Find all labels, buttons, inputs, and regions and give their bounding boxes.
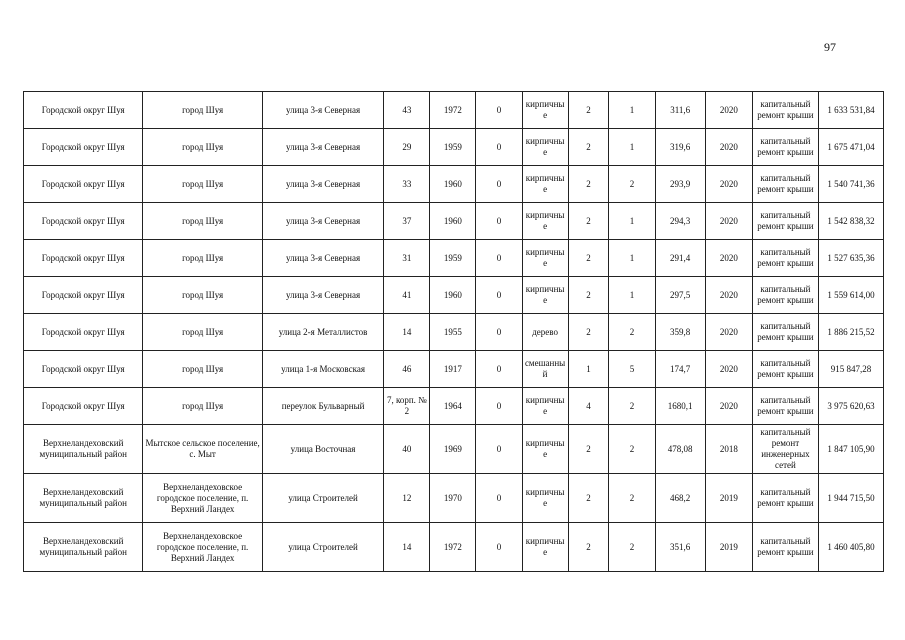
col6-cell: 0 bbox=[476, 425, 522, 474]
col6-cell: 0 bbox=[476, 166, 522, 203]
wall-material-cell: кирпичные bbox=[522, 523, 568, 572]
street-cell: улица Строителей bbox=[262, 523, 384, 572]
floors-cell: 1 bbox=[568, 351, 609, 388]
entrances-cell: 1 bbox=[609, 203, 655, 240]
floors-cell: 4 bbox=[568, 388, 609, 425]
wall-material-cell: кирпичные bbox=[522, 474, 568, 523]
wall-material-cell: кирпичные bbox=[522, 166, 568, 203]
col6-cell: 0 bbox=[476, 92, 522, 129]
plan-year-cell: 2019 bbox=[705, 523, 752, 572]
settlement-cell: Мытское сельское поселение, с. Мыт bbox=[143, 425, 262, 474]
col6-cell: 0 bbox=[476, 277, 522, 314]
table-row bbox=[24, 240, 884, 277]
table-row bbox=[24, 523, 884, 572]
wall-material-cell: смешанный bbox=[522, 351, 568, 388]
area-cell: 351,6 bbox=[655, 523, 705, 572]
district-cell: Городской округ Шуя bbox=[24, 203, 143, 240]
col6-cell: 0 bbox=[476, 240, 522, 277]
entrances-cell: 2 bbox=[609, 474, 655, 523]
wall-material-cell: дерево bbox=[522, 314, 568, 351]
settlement-cell: Верхнеландеховское городское поселение, п. Верхний Ландех bbox=[143, 523, 262, 572]
build-year-cell: 1964 bbox=[430, 388, 476, 425]
street-cell: улица 1-я Московская bbox=[262, 351, 384, 388]
entrances-cell: 1 bbox=[609, 240, 655, 277]
district-cell: Верхнеландеховский муниципальный район bbox=[24, 474, 143, 523]
work-type-cell: капитальный ремонт крыши bbox=[752, 351, 818, 388]
area-cell: 291,4 bbox=[655, 240, 705, 277]
district-cell: Городской округ Шуя bbox=[24, 166, 143, 203]
col6-cell: 0 bbox=[476, 351, 522, 388]
floors-cell: 2 bbox=[568, 277, 609, 314]
area-cell: 468,2 bbox=[655, 474, 705, 523]
entrances-cell: 2 bbox=[609, 523, 655, 572]
floors-cell: 2 bbox=[568, 314, 609, 351]
table-row bbox=[24, 92, 884, 129]
col6-cell: 0 bbox=[476, 523, 522, 572]
wall-material-cell: кирпичные bbox=[522, 425, 568, 474]
cost-cell: 1 527 635,36 bbox=[818, 240, 883, 277]
work-type-cell: капитальный ремонт крыши bbox=[752, 314, 818, 351]
floors-cell: 2 bbox=[568, 92, 609, 129]
cost-cell: 1 633 531,84 bbox=[818, 92, 883, 129]
page-number: 97 bbox=[824, 40, 836, 54]
house-number-cell: 43 bbox=[384, 92, 430, 129]
area-cell: 359,8 bbox=[655, 314, 705, 351]
district-cell: Городской округ Шуя bbox=[24, 388, 143, 425]
table-row bbox=[24, 314, 884, 351]
district-cell: Городской округ Шуя bbox=[24, 129, 143, 166]
table-row bbox=[24, 129, 884, 166]
table-row bbox=[24, 277, 884, 314]
floors-cell: 2 bbox=[568, 474, 609, 523]
settlement-cell: город Шуя bbox=[143, 92, 262, 129]
work-type-cell: капитальный ремонт крыши bbox=[752, 277, 818, 314]
street-cell: переулок Бульварный bbox=[262, 388, 384, 425]
build-year-cell: 1972 bbox=[430, 92, 476, 129]
cost-cell: 1 847 105,90 bbox=[818, 425, 883, 474]
street-cell: улица 3-я Северная bbox=[262, 240, 384, 277]
settlement-cell: город Шуя bbox=[143, 166, 262, 203]
area-cell: 294,3 bbox=[655, 203, 705, 240]
build-year-cell: 1969 bbox=[430, 425, 476, 474]
entrances-cell: 1 bbox=[609, 277, 655, 314]
plan-year-cell: 2020 bbox=[705, 92, 752, 129]
settlement-cell: город Шуя bbox=[143, 277, 262, 314]
area-cell: 293,9 bbox=[655, 166, 705, 203]
build-year-cell: 1955 bbox=[430, 314, 476, 351]
house-number-cell: 33 bbox=[384, 166, 430, 203]
plan-year-cell: 2020 bbox=[705, 203, 752, 240]
floors-cell: 2 bbox=[568, 129, 609, 166]
table-row bbox=[24, 425, 884, 474]
cost-cell: 1 542 838,32 bbox=[818, 203, 883, 240]
col6-cell: 0 bbox=[476, 129, 522, 166]
work-type-cell: капитальный ремонт крыши bbox=[752, 129, 818, 166]
settlement-cell: город Шуя bbox=[143, 129, 262, 166]
plan-year-cell: 2018 bbox=[705, 425, 752, 474]
table-row bbox=[24, 166, 884, 203]
house-number-cell: 46 bbox=[384, 351, 430, 388]
settlement-cell: город Шуя bbox=[143, 351, 262, 388]
house-number-cell: 7, корп. № 2 bbox=[384, 388, 430, 425]
work-type-cell: капитальный ремонт крыши bbox=[752, 474, 818, 523]
floors-cell: 2 bbox=[568, 203, 609, 240]
district-cell: Верхнеландеховский муниципальный район bbox=[24, 523, 143, 572]
wall-material-cell: кирпичные bbox=[522, 388, 568, 425]
plan-year-cell: 2020 bbox=[705, 129, 752, 166]
street-cell: улица 3-я Северная bbox=[262, 129, 384, 166]
plan-year-cell: 2020 bbox=[705, 388, 752, 425]
col6-cell: 0 bbox=[476, 203, 522, 240]
street-cell: улица 3-я Северная bbox=[262, 166, 384, 203]
cost-cell: 915 847,28 bbox=[818, 351, 883, 388]
work-type-cell: капитальный ремонт крыши bbox=[752, 240, 818, 277]
settlement-cell: город Шуя bbox=[143, 240, 262, 277]
area-cell: 1680,1 bbox=[655, 388, 705, 425]
housing-repair-table bbox=[23, 91, 884, 572]
house-number-cell: 29 bbox=[384, 129, 430, 166]
wall-material-cell: кирпичные bbox=[522, 129, 568, 166]
col6-cell: 0 bbox=[476, 388, 522, 425]
house-number-cell: 31 bbox=[384, 240, 430, 277]
district-cell: Городской округ Шуя bbox=[24, 351, 143, 388]
entrances-cell: 2 bbox=[609, 166, 655, 203]
build-year-cell: 1960 bbox=[430, 203, 476, 240]
entrances-cell: 2 bbox=[609, 425, 655, 474]
plan-year-cell: 2020 bbox=[705, 314, 752, 351]
work-type-cell: капитальный ремонт крыши bbox=[752, 92, 818, 129]
district-cell: Городской округ Шуя bbox=[24, 314, 143, 351]
build-year-cell: 1917 bbox=[430, 351, 476, 388]
work-type-cell: капитальный ремонт крыши bbox=[752, 523, 818, 572]
house-number-cell: 37 bbox=[384, 203, 430, 240]
floors-cell: 2 bbox=[568, 166, 609, 203]
wall-material-cell: кирпичные bbox=[522, 240, 568, 277]
settlement-cell: город Шуя bbox=[143, 388, 262, 425]
area-cell: 478,08 bbox=[655, 425, 705, 474]
build-year-cell: 1960 bbox=[430, 277, 476, 314]
cost-cell: 1 886 215,52 bbox=[818, 314, 883, 351]
cost-cell: 1 944 715,50 bbox=[818, 474, 883, 523]
entrances-cell: 2 bbox=[609, 314, 655, 351]
area-cell: 319,6 bbox=[655, 129, 705, 166]
settlement-cell: Верхнеландеховское городское поселение, п. Верхний Ландех bbox=[143, 474, 262, 523]
build-year-cell: 1959 bbox=[430, 240, 476, 277]
settlement-cell: город Шуя bbox=[143, 314, 262, 351]
entrances-cell: 1 bbox=[609, 92, 655, 129]
street-cell: улица 3-я Северная bbox=[262, 203, 384, 240]
work-type-cell: капитальный ремонт крыши bbox=[752, 203, 818, 240]
district-cell: Верхнеландеховский муниципальный район bbox=[24, 425, 143, 474]
plan-year-cell: 2019 bbox=[705, 474, 752, 523]
house-number-cell: 14 bbox=[384, 523, 430, 572]
col6-cell: 0 bbox=[476, 474, 522, 523]
build-year-cell: 1959 bbox=[430, 129, 476, 166]
table-body bbox=[24, 92, 884, 572]
floors-cell: 2 bbox=[568, 240, 609, 277]
area-cell: 311,6 bbox=[655, 92, 705, 129]
area-cell: 297,5 bbox=[655, 277, 705, 314]
district-cell: Городской округ Шуя bbox=[24, 92, 143, 129]
work-type-cell: капитальный ремонт инженерных сетей bbox=[752, 425, 818, 474]
cost-cell: 1 559 614,00 bbox=[818, 277, 883, 314]
wall-material-cell: кирпичные bbox=[522, 277, 568, 314]
house-number-cell: 40 bbox=[384, 425, 430, 474]
table-row bbox=[24, 388, 884, 425]
settlement-cell: город Шуя bbox=[143, 203, 262, 240]
col6-cell: 0 bbox=[476, 314, 522, 351]
floors-cell: 2 bbox=[568, 425, 609, 474]
street-cell: улица 3-я Северная bbox=[262, 277, 384, 314]
plan-year-cell: 2020 bbox=[705, 240, 752, 277]
house-number-cell: 12 bbox=[384, 474, 430, 523]
work-type-cell: капитальный ремонт крыши bbox=[752, 388, 818, 425]
street-cell: улица 2-я Металлистов bbox=[262, 314, 384, 351]
entrances-cell: 1 bbox=[609, 129, 655, 166]
plan-year-cell: 2020 bbox=[705, 351, 752, 388]
table-row bbox=[24, 351, 884, 388]
cost-cell: 1 460 405,80 bbox=[818, 523, 883, 572]
street-cell: улица Восточная bbox=[262, 425, 384, 474]
work-type-cell: капитальный ремонт крыши bbox=[752, 166, 818, 203]
entrances-cell: 5 bbox=[609, 351, 655, 388]
plan-year-cell: 2020 bbox=[705, 166, 752, 203]
street-cell: улица 3-я Северная bbox=[262, 92, 384, 129]
plan-year-cell: 2020 bbox=[705, 277, 752, 314]
cost-cell: 1 675 471,04 bbox=[818, 129, 883, 166]
table-row bbox=[24, 203, 884, 240]
house-number-cell: 41 bbox=[384, 277, 430, 314]
house-number-cell: 14 bbox=[384, 314, 430, 351]
district-cell: Городской округ Шуя bbox=[24, 240, 143, 277]
table-row bbox=[24, 474, 884, 523]
wall-material-cell: кирпичные bbox=[522, 203, 568, 240]
district-cell: Городской округ Шуя bbox=[24, 277, 143, 314]
cost-cell: 3 975 620,63 bbox=[818, 388, 883, 425]
build-year-cell: 1972 bbox=[430, 523, 476, 572]
cost-cell: 1 540 741,36 bbox=[818, 166, 883, 203]
floors-cell: 2 bbox=[568, 523, 609, 572]
wall-material-cell: кирпичные bbox=[522, 92, 568, 129]
area-cell: 174,7 bbox=[655, 351, 705, 388]
street-cell: улица Строителей bbox=[262, 474, 384, 523]
entrances-cell: 2 bbox=[609, 388, 655, 425]
build-year-cell: 1960 bbox=[430, 166, 476, 203]
build-year-cell: 1970 bbox=[430, 474, 476, 523]
